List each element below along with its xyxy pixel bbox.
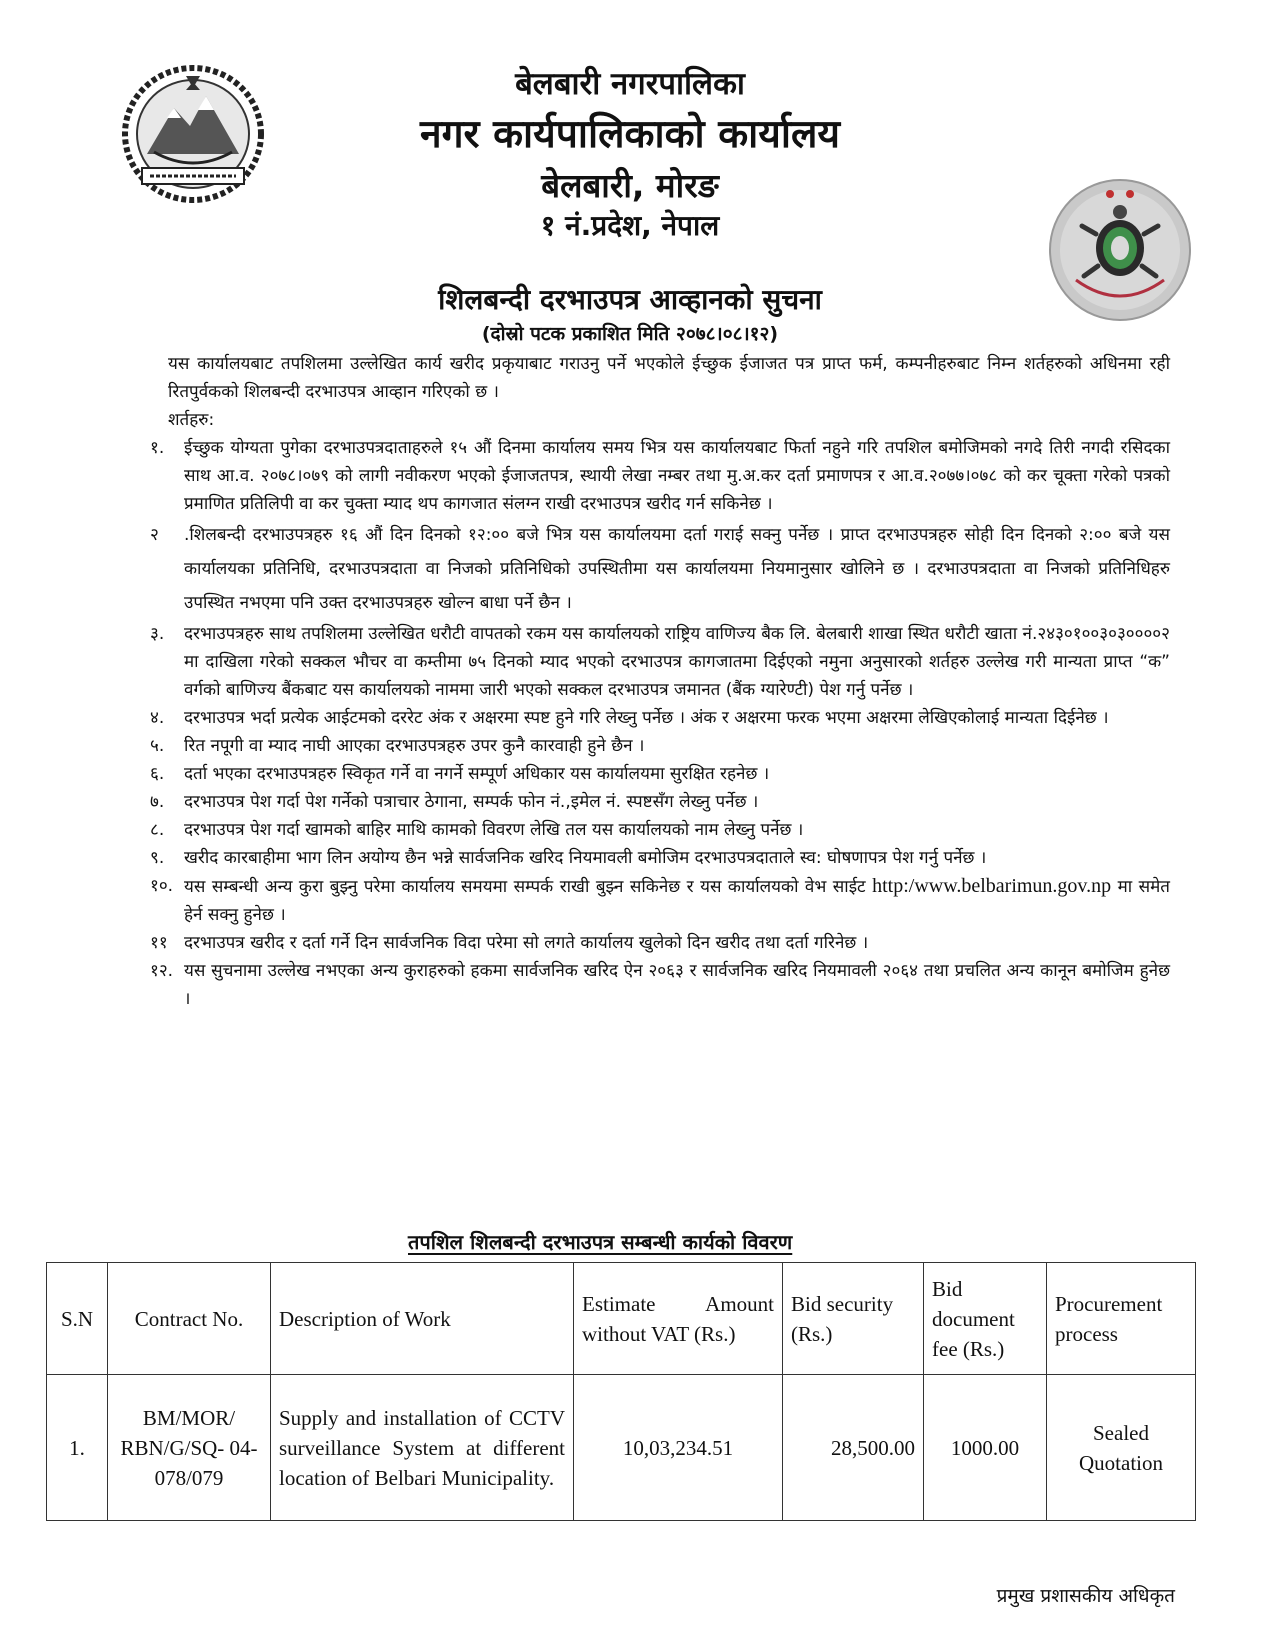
condition-text: .शिलबन्दी दरभाउपत्रहरु १६ औं दिन दिनको १२:०० बजे भित्र यस कार्यालयमा दर्ता गराई सक्नु पर्नेछ । प्राप्त दरभाउपत्रहरु सोही दिन दिनको २:०० बजे यस कार्यालयका प्रतिनिधि, दरभाउपत्रदाता वा निजको प्रतिनिधिको उपस्थितीमा यस कार्यालयमा नियमानुसार खोलिने छ । दरभाउपत्रदाता वा निजको प्रतिनिधिहरु उपस्थित नभएमा पनि उक्त दरभाउपत्रहरु खोल्न बाधा पर्ने छैन । [184,525,1170,613]
condition-text: दर्ता भएका दरभाउपत्रहरु स्विकृत गर्ने वा नगर्ने सम्पूर्ण अधिकार यस कार्यालयमा सुरक्षित रहनेछ । [184,764,770,784]
work-details-table [46,1262,1196,1521]
table-row [47,1375,1196,1521]
condition-text: ईच्छुक योग्यता पुगेका दरभाउपत्रदाताहरुले १५ औं दिनमा कार्यालय समय भित्र यस कार्यालयबाट फिर्ता नहुने गरि तपशिल बमोजिमको नगदे तिरी नगदी रसिदका साथ आ.व. २०७८।०७९ को लागी नवीकरण भएको ईजाजतपत्र, स्थायी लेखा नम्बर तथा मु.अ.कर दर्ता प्रमाणपत्र र आ.व.२०७७।०७८ को कर चूक्ता गरेको पत्रको प्रमाणित प्रतिलिपी वा कर चुक्ता म्याद थप कागजात संलग्न राखी दरभाउपत्र खरीद गर्न सकिनेछ । [184,438,1170,514]
condition-text: खरीद कारबाहीमा भाग लिन अयोग्य छैन भन्ने सार्वजनिक खरिद नियमावली बमोजिम दरभाउपत्रदाताले स्व: घोषणापत्र पेश गर्नु पर्नेछ । [184,848,987,868]
condition-item [150,518,1170,620]
office-name: नगर कार्यपालिकाको कार्यालय [419,112,841,157]
condition-number: १. [150,438,165,458]
condition-number: १२. [150,961,174,981]
condition-number: ११ [150,933,168,953]
condition-item [150,434,1170,518]
condition-text: दरभाउपत्रहरु साथ तपशिलमा उल्लेखित धरौटी वापतको रकम यस कार्यालयको राष्ट्रिय वाणिज्य बैक लि. बेलबारी शाखा स्थित धरौटी खाता नं.२४३०१००३०३००००२ मा दाखिला गरेको सक्कल भौचर वा कम्तीमा ७५ दिनको म्याद भएको दरभाउपत्र कागजातमा दिईएको नमुना अनुसारको शर्तहरु उल्लेख गरी मान्यता प्राप्त “क” वर्गको बाणिज्य बैंकबाट यस कार्यालयको नाममा जारी भएको सक्कल दरभाउपत्र जमानत (बैंक ग्यारेण्टी) पेश गर्नु पर्नेछ । [184,624,1170,700]
table-header-row [47,1263,1196,1375]
column-header-sn: S.N [47,1263,108,1375]
office-location: बेलबारी, मोरङ [541,166,719,205]
municipality-name: बेलबारी नगरपालिका [515,66,745,102]
condition-text: दरभाउपत्र खरीद र दर्ता गर्ने दिन सार्वजनिक विदा परेमा सो लगते कार्यालय खुलेको दिन खरीद तथा दर्ता गरिनेछ । [184,933,869,953]
condition-text: दरभाउपत्र भर्दा प्रत्येक आईटमको दररेट अंक र अक्षरमा स्पष्ट हुने गरि लेख्नु पर्नेछ । अंक र अक्षरमा फरक भएमा अक्षरमा लेखिएकोलाई मान्यता दिईनेछ । [184,708,1109,728]
website-link[interactable]: http:/www.belbarimun.gov.np [872,875,1112,897]
condition-number: ६. [150,764,165,784]
notice-subtitle: (दोस्रो पटक प्रकाशित मिति २०७८।०८।१२) [481,323,779,345]
condition-number: ७. [150,792,165,812]
condition-text: यस सुचनामा उल्लेख नभएका अन्य कुराहरुको हकमा सार्वजनिक खरिद ऐन २०६३ र सार्वजनिक खरिद नियमावली २०६४ तथा प्रचलित अन्य कानून बमोजिम हुनेछ । [184,961,1170,1009]
column-header-bid-security: Bid security (Rs.) [783,1263,924,1375]
notice-intro: यस कार्यालयबाट तपशिलमा उल्लेखित कार्य खरीद प्रकृयाबाट गराउनु पर्ने भएकोले ईच्छुक ईजाजत पत्र प्राप्त फर्म, कम्पनीहरुबाट निम्न शर्तहरुको अधिनमा रही रितपुर्वकको शिलबन्दी दरभाउपत्र आव्हान गरिएको छ । [168,354,1170,402]
condition-number: २ [150,525,159,545]
condition-item [150,872,1170,929]
condition-text: दरभाउपत्र पेश गर्दा पेश गर्नेको पत्राचार ठेगाना, सम्पर्क फोन नं.,इमेल नं. स्पष्टसँग लेख्नु पर्नेछ । [184,792,759,812]
column-header-procurement: Procurement process [1047,1263,1196,1375]
condition-number: १०. [150,876,174,896]
condition-number: ८. [150,820,165,840]
cell-procurement: Sealed Quotation [1047,1375,1196,1521]
condition-text [184,872,1170,929]
condition-text: रित नपूगी वा म्याद नाघी आएका दरभाउपत्रहरु उपर कुनै कारवाही हुने छैन । [184,736,645,756]
condition-number: ९. [150,848,165,868]
column-header-description: Description of Work [271,1263,574,1375]
cell-description: Supply and installation of CCTV surveillance System at different location of Belbari Municipality. [271,1375,574,1521]
condition-item [150,816,1170,844]
cell-estimate: 10,03,234.51 [574,1375,783,1521]
cell-doc-fee: 1000.00 [924,1375,1047,1521]
cell-contract: BM/MOR/ RBN/G/SQ- 04-078/079 [108,1375,271,1521]
condition-text-before-url: यस सम्बन्धी अन्य कुरा बुझ्नु परेमा कार्यालय समयमा सम्पर्क राखी बुझ्न सकिनेछ र यस कार्यालयको वेभ साईट [184,877,866,897]
condition-item [150,620,1170,704]
condition-item [150,704,1170,732]
condition-number: ४. [150,708,165,728]
column-header-doc-fee: Bid document fee (Rs.) [924,1263,1047,1375]
belbari-municipality-logo [1046,176,1194,324]
condition-number: ३. [150,624,165,644]
cell-sn: 1. [47,1375,108,1521]
condition-text-after-url: मा समेत हेर्न सक्नु हुनेछ । [184,877,1170,925]
condition-item [150,929,1170,957]
cell-bid-security: 28,500.00 [783,1375,924,1521]
signature-designation: प्रमुख प्रशासकीय अधिकृत [996,1585,1175,1607]
notice-title: शिलबन्दी दरभाउपत्र आव्हानको सुचना [438,283,822,316]
condition-item [150,732,1170,760]
column-header-estimate: Estimate Amount without VAT (Rs.) [574,1263,783,1375]
column-header-contract: Contract No. [108,1263,271,1375]
condition-item [150,957,1170,1013]
condition-item [150,788,1170,816]
notice-body [150,350,1170,1013]
province-name: १ नं.प्रदेश, नेपाल [540,209,720,242]
nepal-coat-of-arms-emblem [114,56,272,216]
conditions-label: शर्तहरु: [168,410,215,430]
condition-text: दरभाउपत्र पेश गर्दा खामको बाहिर माथि कामको विवरण लेखि तल यस कार्यालयको नाम लेख्नु पर्नेछ । [184,820,804,840]
table-heading: तपशिल शिलबन्दी दरभाउपत्र सम्बन्धी कार्यको विवरण [408,1230,793,1254]
condition-item [150,844,1170,872]
condition-item [150,760,1170,788]
condition-number: ५. [150,736,165,756]
